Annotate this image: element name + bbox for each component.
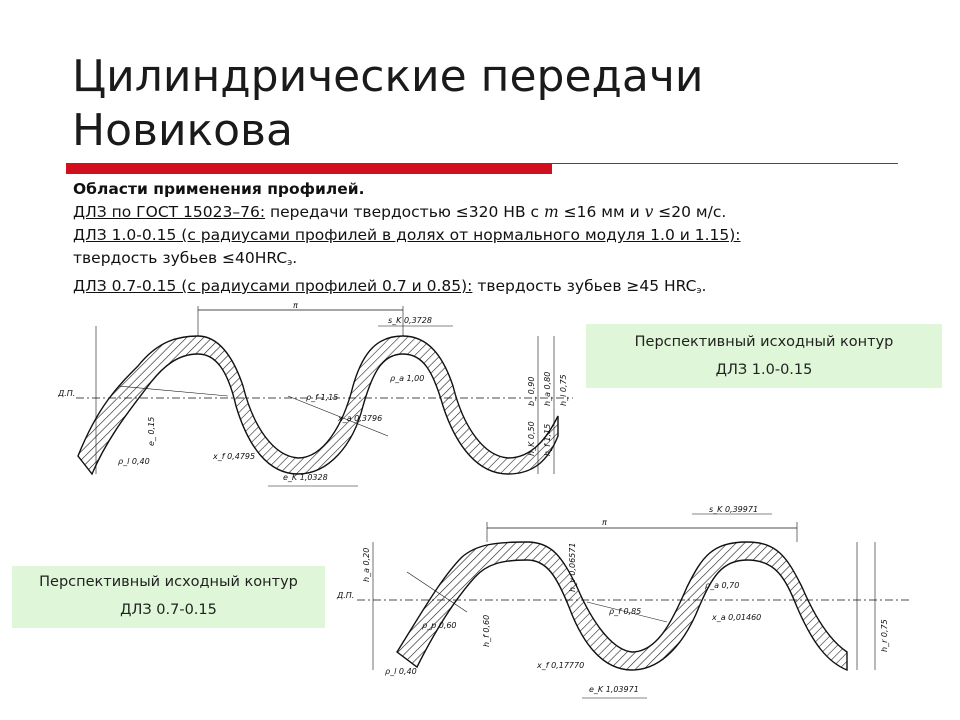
fig1-ek-label: e_K 1,0328 — [283, 473, 328, 482]
fig1-e-label: e_ 0,15 — [147, 416, 156, 446]
gost-link[interactable]: ДЛЗ по ГОСТ 15023–76: — [73, 203, 266, 221]
callout-dlz-1 — [586, 324, 942, 388]
fig1-dp-label: Д.П. — [58, 389, 76, 398]
fig2-sk-label: s_K 0,39971 — [709, 505, 759, 514]
title-underline-bar — [66, 163, 552, 174]
body-line-3: твердость зубьев $\le 40HRC_э$. — [73, 249, 298, 268]
fig1-pi-label: π — [293, 301, 298, 310]
callout-1-line-1: Перспективный исходный контур — [634, 334, 894, 350]
fig2-pi-label: π — [602, 518, 607, 527]
dlz-1-link[interactable]: ДЛЗ 1.0-0.15 (с радиусами профилей в долях от нормального модуля 1.0 и 1.15): — [73, 226, 741, 244]
dlz-07-link[interactable]: ДЛЗ 0.7-0.15 (с радиусами профилей 0.7 и 0.85): — [73, 277, 473, 295]
fig1-hf-label: h_f 1,15 — [543, 423, 552, 456]
slide-body — [73, 178, 893, 303]
fig2-xa-label: x_a 0,01460 — [712, 613, 762, 622]
callout-2-line-2: ДЛЗ 0.7-0.15 — [120, 602, 217, 618]
fig2-ha-label: h_a 0,20 — [362, 547, 371, 582]
fig2-pa-label: ρ_a 0,70 — [705, 581, 740, 590]
callout-2-line-1: Перспективный исходный контур — [39, 574, 298, 590]
fig2-pl-label: ρ_l 0,40 — [385, 667, 417, 676]
fig1-hl-label: h_l 0,75 — [559, 374, 568, 406]
fig1-sk-label: s_K 0,3728 — [388, 316, 432, 325]
fig1-pl-label: ρ_l 0,40 — [118, 457, 150, 466]
body-heading: Области применения профилей. — [73, 180, 365, 198]
fig1-xf-label: x_f 0,4795 — [213, 452, 256, 461]
body-line-1: ДЛЗ по ГОСТ 15023–76: передачи твердостью ≤320 НВ с m ≤16 мм и v ≤20 м/с. — [73, 203, 727, 221]
fig2-hv-label: h_v 0,06571 — [568, 542, 577, 592]
fig1-hk-label: h_K 0,50 — [527, 421, 536, 456]
profile-drawing-dlz-07 — [327, 502, 919, 716]
fig1-b-label: b_ 0,90 — [527, 376, 536, 406]
callout-1-line-2: ДЛЗ 1.0-0.15 — [715, 362, 813, 378]
fig1-xa-label: x_a 0,3796 — [338, 414, 383, 423]
fig2-pf-label: ρ_f 0,85 — [609, 607, 642, 616]
body-line-4: ДЛЗ 0.7-0.15 (с радиусами профилей 0.7 и 0.85): твердость зубьев ≥45 $HRC_э$. — [73, 277, 707, 296]
fig1-ha-label: h_a 0,80 — [543, 371, 552, 406]
fig2-xf-label: x_f 0,17770 — [537, 661, 585, 670]
title-underline-thin — [552, 163, 898, 164]
body-line-2 — [73, 224, 893, 247]
fig2-hr-label: h_r 0,75 — [880, 619, 889, 652]
profile-drawing-dlz-1 — [58, 296, 586, 492]
fig2-pp-label: ρ_p 0,60 — [422, 621, 457, 630]
fig1-pa-label: ρ_a 1,00 — [390, 374, 425, 383]
callout-dlz-07 — [12, 566, 325, 628]
fig2-dp-label: Д.П. — [337, 591, 355, 600]
fig2-hf-label: h_f 0,60 — [482, 614, 491, 647]
slide-title: Цилиндрические передачи Новикова — [72, 51, 704, 156]
fig1-pf-label: ρ_f 1,15 — [306, 393, 339, 402]
fig2-ek-label: e_K 1,03971 — [589, 685, 639, 694]
